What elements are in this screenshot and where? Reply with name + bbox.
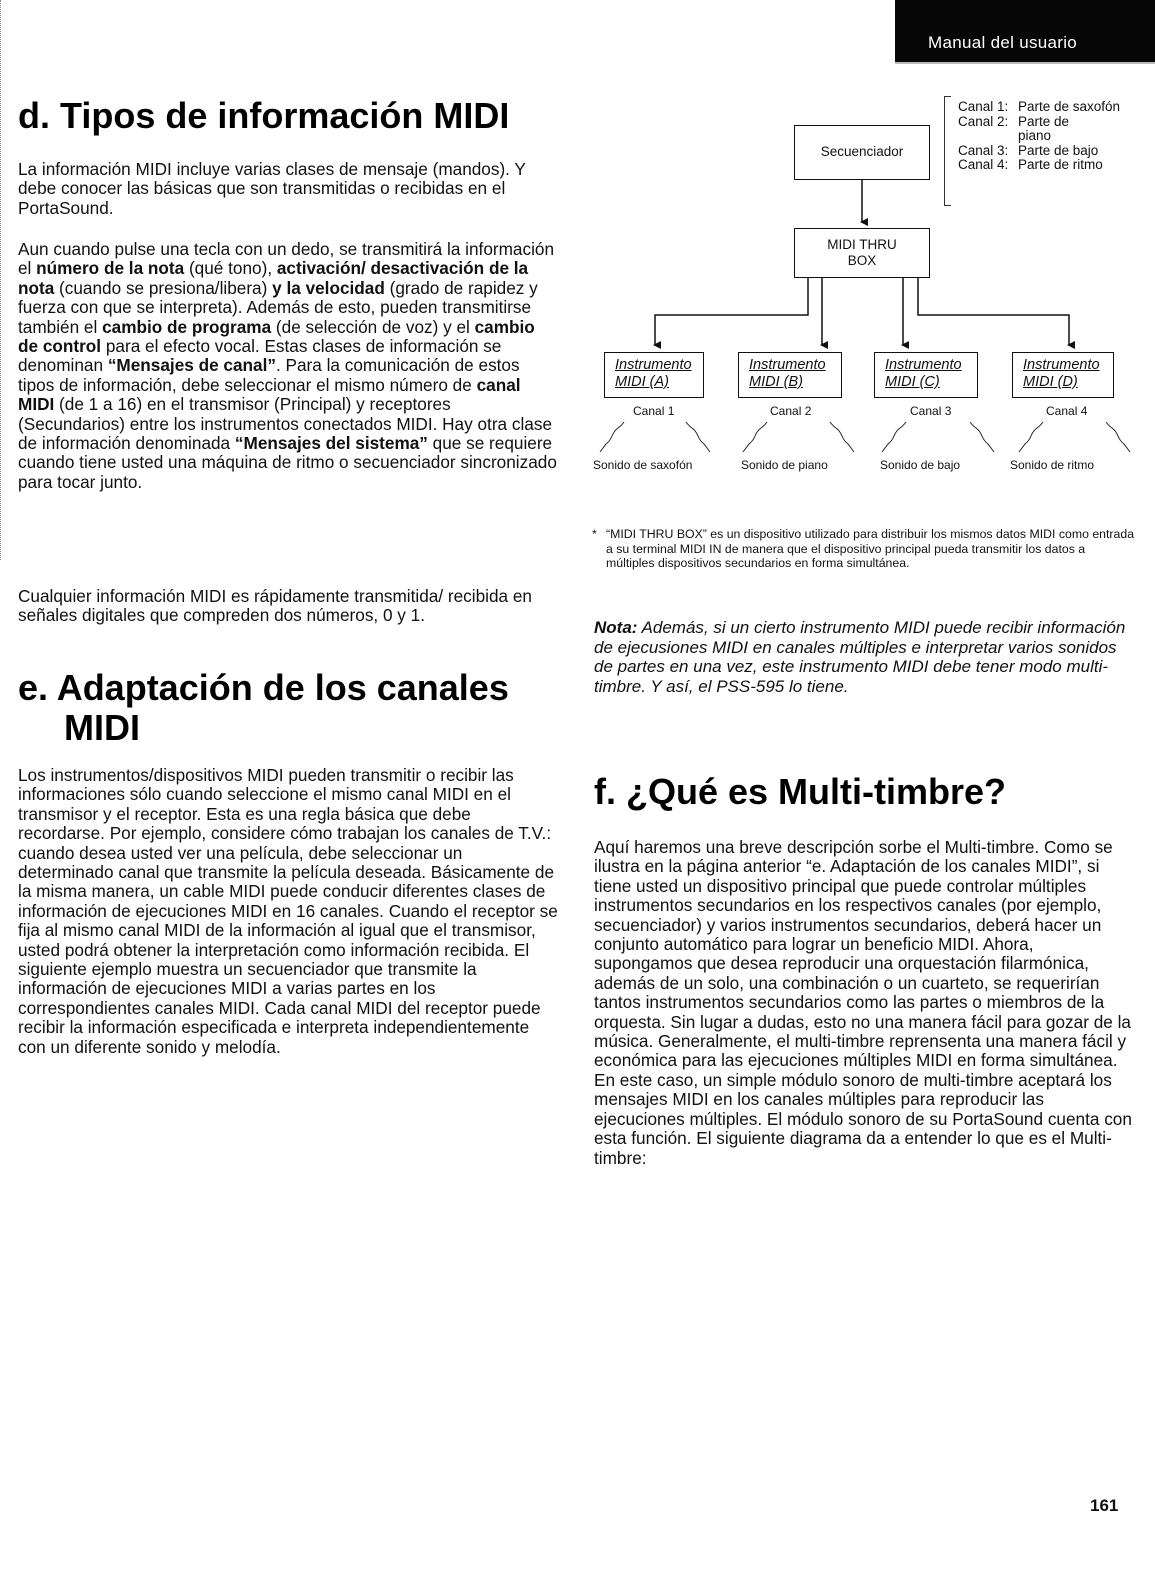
channel-label: Canal 1: xyxy=(958,99,1009,114)
bold-term-program-change: cambio de programa xyxy=(102,316,272,337)
section-d-para1: La información MIDI incluye varias clases de mensaje (mandos). Y debe conocer las básicas que son transmitidas o recibidas en el PortaSound. xyxy=(18,159,526,218)
instrument-c-sound: Sonido de bajo xyxy=(880,458,961,472)
channel-label: Canal 4: xyxy=(958,157,1009,172)
instrument-box-a xyxy=(604,352,704,398)
section-f-para1: Aquí haremos una breve descripción sorbe el Multi-timbre. Como se ilustra en la página anterior “e. Adaptación de los canales MIDI”, si tiene usted un dispositivo principal que puede controlar múltiples instrumentos secundarios en los respectivos canales (por ejemplo, secuenciador) y varios instrumentos secundarios, deberá hacer un conjunto automático para lograr un beneficio MIDI. Ahora, supongamos que desea reproducir una orquestación filarmónica, además de un solo, una combinación o un cuarteto, se requerirían tantos instrumentos secundarios como las partes o miembros de la orquesta. Sin lugar a dudas, esto no una manera fácil para gozar de la música. Generalmente, el multi-timbre reprensenta una manera fácil y económica para las ejecuciones múltiples MIDI en forma simultánea. En este caso, un simple módulo sonoro de multi-timbre aceptará los mensajes MIDI en los canales múltiples para reproducir las ejecuciones múltiples. El módulo sonoro de su PortaSound cuenta con esta función. El siguiente diagrama da a entender lo que es el Multi-timbre: xyxy=(594,837,1132,1168)
bold-term-control-change: cambio de control xyxy=(18,316,535,357)
thru-box-line2: BOX xyxy=(847,253,877,268)
bold-term-system-messages: “Mensajes del sistema” xyxy=(234,433,428,454)
instrument-a-sound: Sonido de saxofón xyxy=(593,458,693,472)
diagram-connectors xyxy=(0,0,1155,600)
text-run: (qué tono), xyxy=(184,258,277,279)
text-run: Aun cuando pulse una tecla con un dedo, se transmitirá la información el xyxy=(18,239,555,279)
instrument-box-d xyxy=(1012,352,1114,398)
part-label: Parte de bajo xyxy=(1018,142,1099,158)
text-run: (cuando se presiona/libera) xyxy=(54,277,273,298)
bold-term-note-number: número de la nota xyxy=(36,258,185,279)
section-e-title-line2: MIDI xyxy=(64,707,140,748)
footnote-marker: * xyxy=(592,527,597,541)
instrument-line1: Instrumento xyxy=(615,357,692,373)
note xyxy=(594,618,1134,696)
part-label: Parte de saxofón xyxy=(1018,99,1121,114)
part-label: Parte de ritmo xyxy=(1018,157,1103,172)
channel-map-row xyxy=(958,144,1128,159)
instrument-line2: MIDI (D) xyxy=(1023,374,1078,390)
instrument-c-channel: Canal 3 xyxy=(910,404,952,418)
sequencer-box xyxy=(794,125,930,180)
text-run: . Para la comunicación de estos tipos de información, debe seleccionar el mismo número de xyxy=(18,355,520,395)
bold-term-velocity: y la velocidad xyxy=(272,277,385,298)
note-label: Nota: xyxy=(594,618,638,637)
text-run: que se requiere cuando tiene usted una máquina de ritmo o secuenciador sincronizado para tocar junto. xyxy=(18,433,557,492)
channel-map-row xyxy=(958,115,1128,144)
channel-label: Canal 3: xyxy=(958,142,1009,158)
footnote-text: “MIDI THRU BOX” es un dispositivo utilizado para distribuir los mismos datos MIDI como entrada a su terminal MIDI IN de manera que el dispositivo principal pueda transmitir los datos a múltiples dispositivos secundarios en forma simultánea. xyxy=(606,527,1135,571)
footnote xyxy=(592,527,1136,571)
section-e-para1: Los instrumentos/dispositivos MIDI pueden transmitir o recibir las informaciones sólo cuando seleccione el mismo canal MIDI en el transmisor y el receptor. Esta es una regla básica que debe recordarse. Por ejemplo, considere cómo trabajan los canales de T.V.: cuando desea usted ver una película, debe seleccionar un determinado canal que transmite la película deseada. Básicamente de la misma manera, un cable MIDI puede conducir diferentes clases de información de ejecuciones MIDI en 16 canales. Cuando el receptor se fija al mismo canal MIDI de la información al igual que el transmisor, usted podrá obtener la interpretación como información recibida. El siguiente ejemplo muestra un secuenciador que transmite la información de ejecuciones MIDI a varias partes en los correspondientes canales MIDI. Cada canal MIDI del receptor puede recibir la información especificada e interpreta independientemente con un diferente sonido y melodía. xyxy=(18,765,558,1057)
section-e-title xyxy=(18,668,509,748)
part-label: Parte de piano xyxy=(1018,113,1070,143)
instrument-box-c xyxy=(874,352,978,398)
channel-map-row xyxy=(958,158,1128,173)
instrument-line1: Instrumento xyxy=(885,357,962,373)
channel-map-brace xyxy=(944,96,951,206)
bold-term-channel-messages: “Mensajes de canal” xyxy=(107,355,276,376)
instrument-line2: MIDI (B) xyxy=(749,374,803,390)
text-run: (de selección de voz) y el xyxy=(271,316,475,337)
thru-box-line1: MIDI THRU xyxy=(827,237,897,252)
header-tab-label: Manual del usuario xyxy=(928,33,1078,52)
instrument-d-channel: Canal 4 xyxy=(1046,404,1088,418)
channel-map-row xyxy=(958,100,1128,115)
instrument-box-b xyxy=(738,352,842,398)
instrument-line1: Instrumento xyxy=(749,357,826,373)
section-e-title-line1: e. Adaptación de los canales xyxy=(18,667,509,708)
text-run: (de 1 a 16) en el transmisor (Principal) y receptores (Secundarios) entre los instrumentos conectados MIDI. Hay otra clase de información denominada xyxy=(18,394,553,454)
instrument-line2: MIDI (C) xyxy=(885,374,940,390)
text-run: para el efecto vocal. Estas clases de información se denominan xyxy=(18,336,502,376)
instrument-line1: Instrumento xyxy=(1023,357,1100,373)
midi-thru-box xyxy=(794,228,930,278)
note-text: Además, si un cierto instrumento MIDI puede recibir información de ejecusiones MIDI en canales múltiples e interpretar varios sonidos de partes en una vez, este instrumento MIDI debe tener modo multi-timbre. Y así, el PSS-595 lo tiene. xyxy=(594,618,1126,696)
bold-term-note-on-off: activación/ desactivación de la nota xyxy=(18,258,529,298)
channel-label: Canal 2: xyxy=(958,113,1009,129)
channel-map xyxy=(958,100,1128,173)
section-d-para3: Cualquier información MIDI es rápidamente transmitida/ recibida en señales digitales que compreden dos números, 0 y 1. xyxy=(18,586,532,626)
text-run: (grado de rapidez y fuerza con que se interpreta). Además de esto, pueden transmitirse también el xyxy=(18,277,538,337)
page-number: 161 xyxy=(1090,1496,1119,1515)
instrument-d-sound: Sonido de ritmo xyxy=(1010,458,1095,472)
bold-term-midi-channel: canal MIDI xyxy=(18,374,521,415)
instrument-b-sound: Sonido de piano xyxy=(741,458,828,472)
sequencer-label: Secuenciador xyxy=(820,144,904,159)
instrument-line2: MIDI (A) xyxy=(615,374,669,390)
instrument-a-channel: Canal 1 xyxy=(633,404,675,418)
section-f-title: f. ¿Qué es Multi-timbre? xyxy=(594,771,1007,812)
instrument-b-channel: Canal 2 xyxy=(770,404,812,418)
section-d-title: d. Tipos de información MIDI xyxy=(18,95,510,136)
